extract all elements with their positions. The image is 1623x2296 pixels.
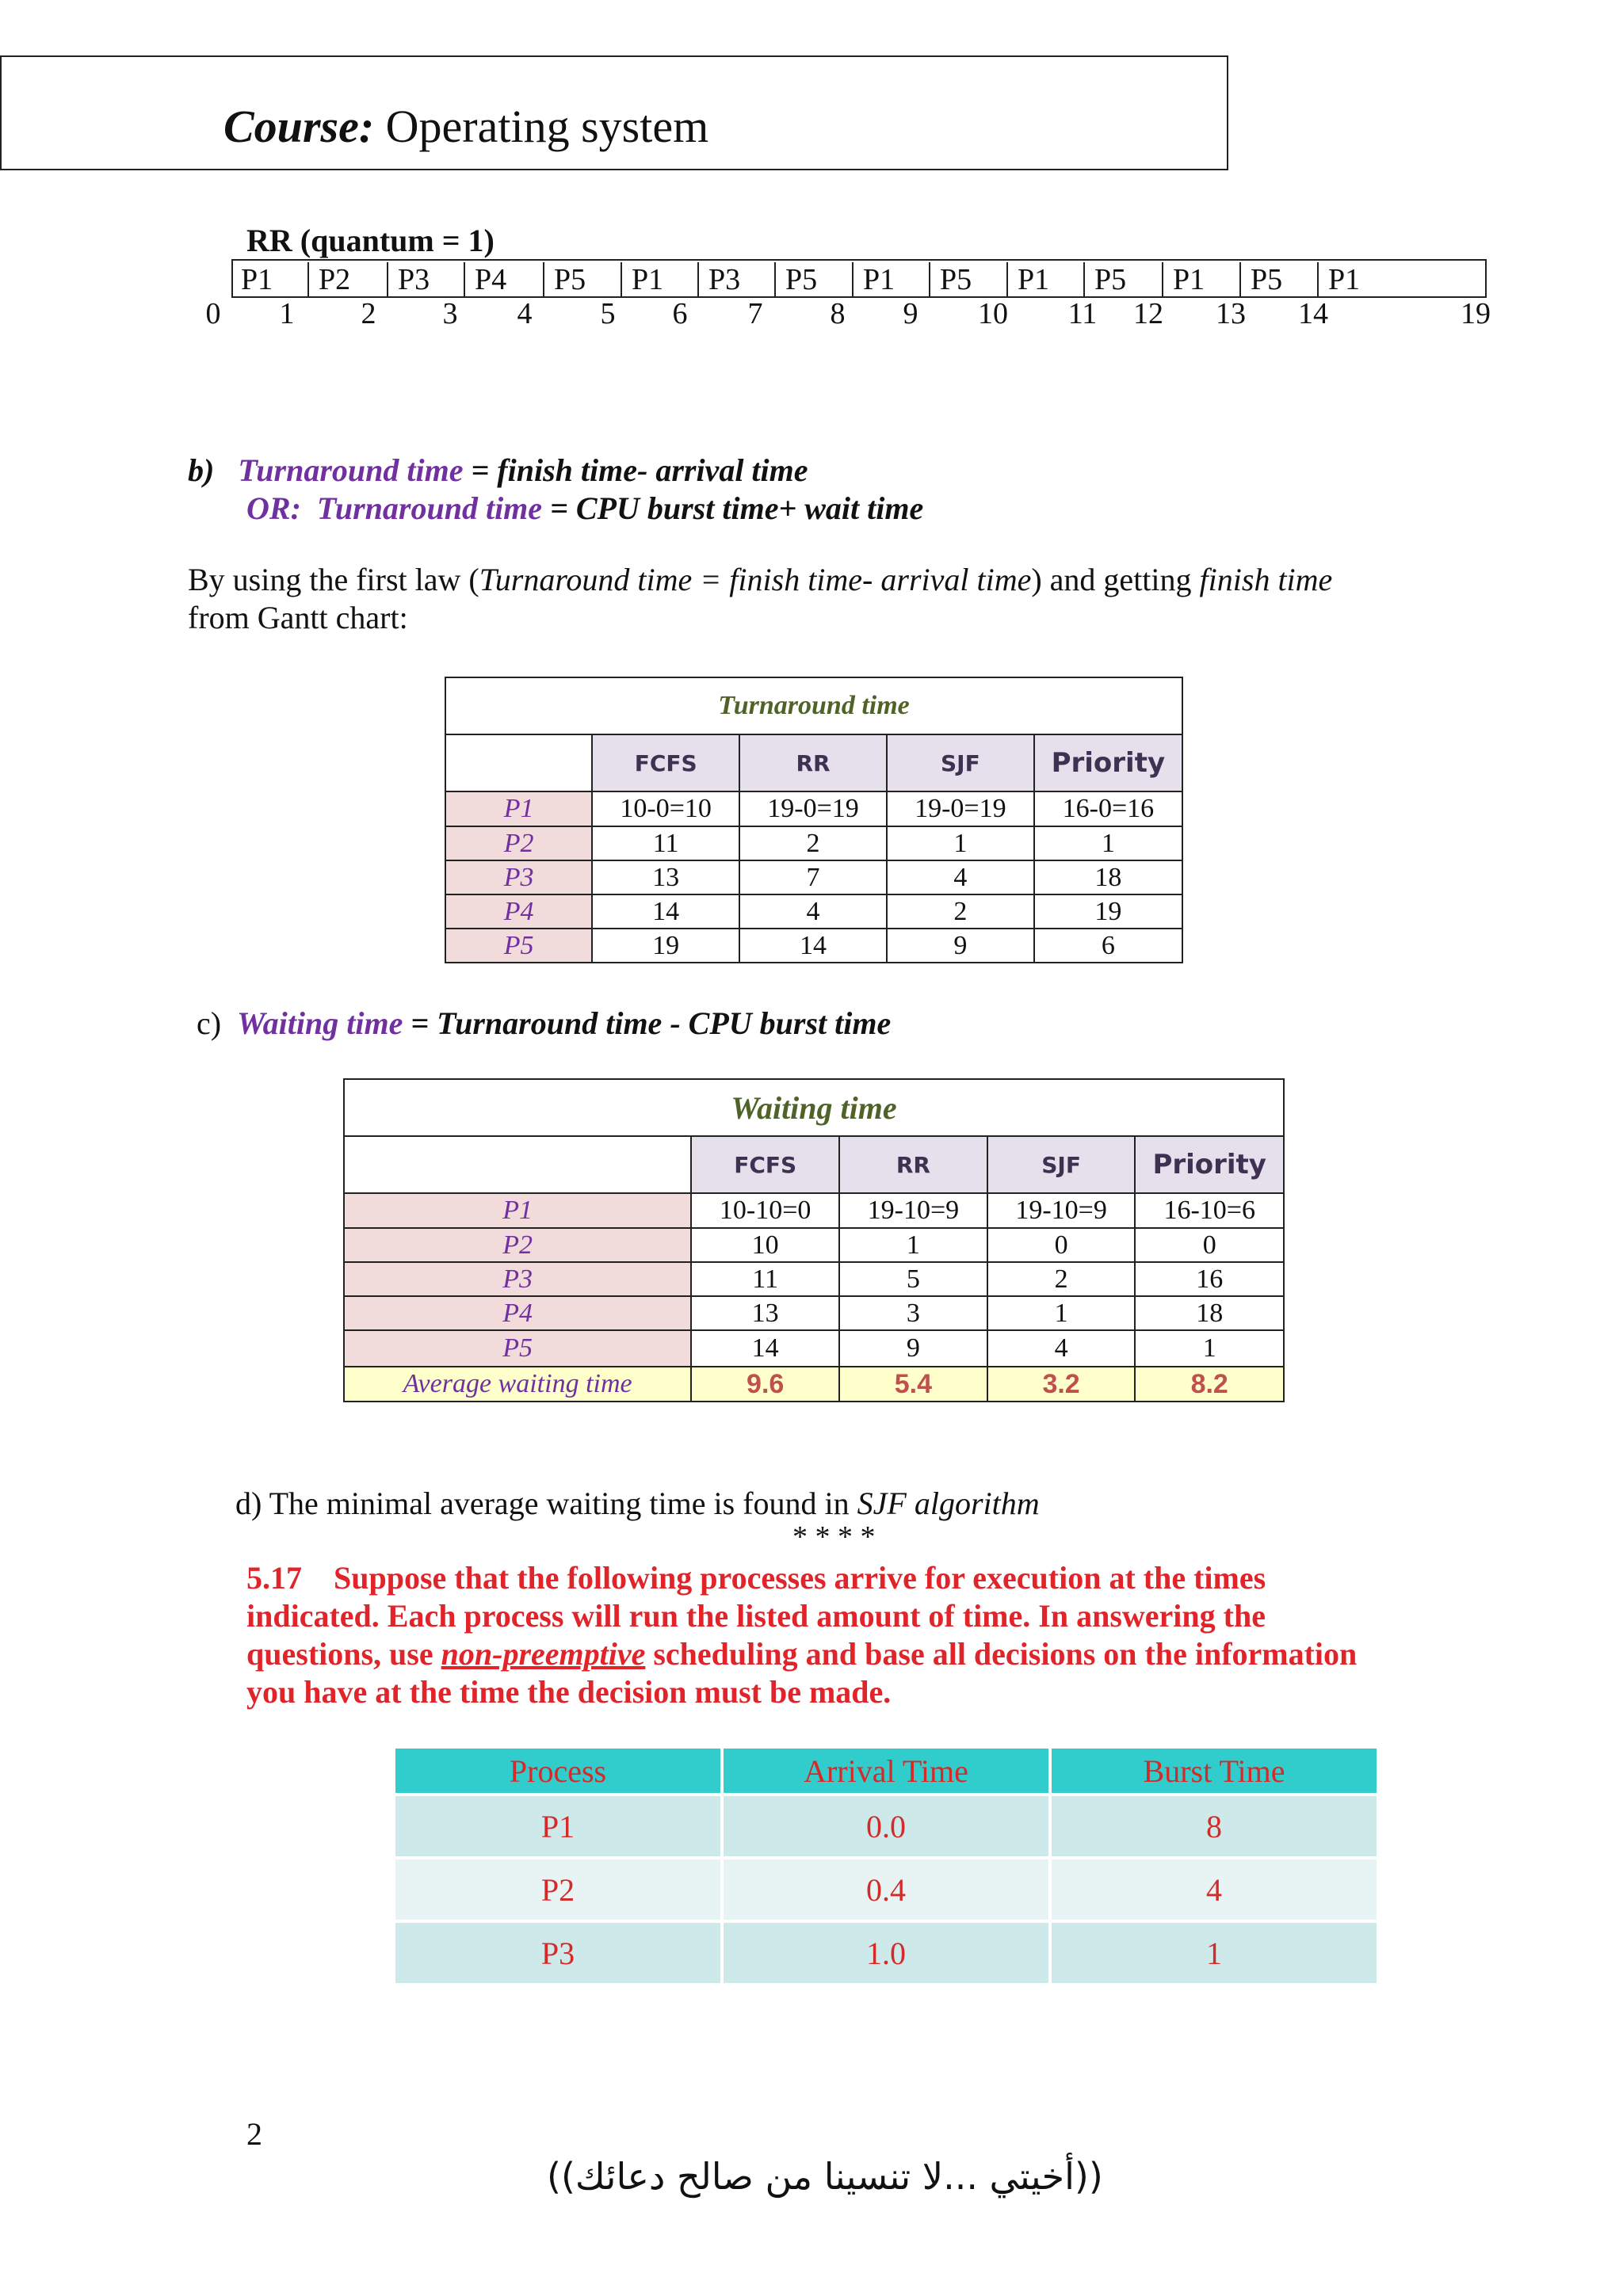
gantt-cell: P3: [697, 262, 774, 297]
row-label: P3: [445, 860, 592, 894]
table-cell: 0: [987, 1228, 1136, 1262]
table-cell: 10-0=10: [592, 791, 739, 826]
col-header: RR: [739, 734, 887, 791]
table-cell: 14: [739, 929, 887, 963]
table-row: [395, 1859, 1377, 1920]
table-cell: 16-0=16: [1034, 791, 1182, 826]
row-label: P2: [445, 826, 592, 860]
corner-cell: [445, 734, 592, 791]
or-label: OR:: [246, 490, 301, 526]
table-cell: 7: [739, 860, 887, 894]
section-b-letter: b): [188, 452, 215, 488]
gantt-time-label: 14: [1298, 297, 1328, 330]
row-label: P2: [344, 1228, 691, 1262]
gantt-time-label: 4: [517, 297, 533, 330]
section-c-letter: c): [197, 1005, 222, 1041]
table-row: [445, 860, 1182, 894]
course-label: Course:: [223, 101, 375, 152]
table-cell: 11: [691, 1262, 839, 1296]
explanation-paragraph: [188, 561, 1424, 637]
table-cell: 14: [691, 1330, 839, 1367]
gantt-cell: P1: [621, 262, 697, 297]
gantt-time-label: 3: [442, 297, 458, 330]
corner-cell: [344, 1136, 691, 1193]
row-label: P3: [344, 1262, 691, 1296]
table-row: [395, 1796, 1377, 1856]
gantt-time-label: 1: [279, 297, 295, 330]
table-cell: 5: [839, 1262, 987, 1296]
average-value: 9.6: [691, 1367, 839, 1402]
question-5-17: [246, 1559, 1396, 1711]
table-cell: 3: [839, 1296, 987, 1330]
table-cell: 10: [691, 1228, 839, 1262]
waiting-caption: Waiting time: [344, 1079, 1284, 1136]
section-d-emph: SJF algorithm: [857, 1486, 1040, 1521]
section-d-text: d) The minimal average waiting time is found in: [235, 1486, 857, 1521]
table-row: [445, 791, 1182, 826]
table-cell: 13: [691, 1296, 839, 1330]
turnaround-table: [445, 677, 1183, 963]
table-cell: P2: [395, 1859, 720, 1920]
turnaround-caption: Turnaround time: [445, 677, 1182, 734]
gantt-cell: P1: [1006, 262, 1083, 297]
table-cell: 19-10=9: [987, 1193, 1136, 1228]
average-label: Average waiting time: [344, 1367, 691, 1402]
question-emph: non-preemptive: [441, 1636, 646, 1672]
gantt-cell: P5: [774, 262, 852, 297]
col-header: FCFS: [592, 734, 739, 791]
table-cell: 1: [887, 826, 1034, 860]
table-row: [445, 826, 1182, 860]
waiting-formula: = Turnaround time - CPU burst time: [403, 1005, 892, 1041]
table-row: [344, 1228, 1284, 1262]
turnaround-formula-1: = finish time- arrival time: [463, 452, 808, 488]
table-cell: 19-10=9: [839, 1193, 987, 1228]
waiting-table: [343, 1078, 1285, 1402]
gantt-time-label: 5: [600, 297, 616, 330]
table-cell: 2: [987, 1262, 1136, 1296]
col-header: Priority: [1135, 1136, 1284, 1193]
col-header: RR: [839, 1136, 987, 1193]
table-cell: 14: [592, 894, 739, 929]
table-cell: 10-10=0: [691, 1193, 839, 1228]
table-row: [344, 1262, 1284, 1296]
table-cell: 9: [887, 929, 1034, 963]
gantt-time-label: 7: [747, 297, 763, 330]
table-cell: 4: [987, 1330, 1136, 1367]
table-cell: P1: [395, 1796, 720, 1856]
table-cell: 9: [839, 1330, 987, 1367]
gantt-time-label: 9: [903, 297, 918, 330]
gantt-cell: P2: [307, 262, 387, 297]
section-c: [197, 1005, 891, 1042]
average-row: [344, 1367, 1284, 1402]
waiting-term: Waiting time: [237, 1005, 403, 1041]
gantt-time-label: 2: [361, 297, 376, 330]
col-header: SJF: [887, 734, 1034, 791]
table-row: [395, 1923, 1377, 1983]
course-title: [223, 100, 708, 153]
gantt-title: RR (quantum = 1): [246, 223, 495, 258]
gantt-cell: P1: [1162, 262, 1239, 297]
average-value: 3.2: [987, 1367, 1136, 1402]
footer-dua: ((أخيتي ...لا تنسينا من صالح دعائك)): [547, 2155, 1103, 2198]
table-cell: 0: [1135, 1228, 1284, 1262]
gantt-time-label: 6: [672, 297, 688, 330]
gantt-time-label: 13: [1216, 297, 1246, 330]
table-cell: P3: [395, 1923, 720, 1983]
gantt-cell: P1: [241, 263, 273, 296]
col-header: Burst Time: [1052, 1749, 1377, 1793]
table-cell: 18: [1135, 1296, 1284, 1330]
page-number: 2: [246, 2116, 262, 2152]
row-label: P1: [445, 791, 592, 826]
row-label: P1: [344, 1193, 691, 1228]
table-cell: 4: [739, 894, 887, 929]
table-cell: 16: [1135, 1262, 1284, 1296]
col-header: Process: [395, 1749, 720, 1793]
gantt-cell: P3: [387, 262, 464, 297]
gantt-cell: P1: [1317, 262, 1395, 297]
table-row: [445, 929, 1182, 963]
table-row: [445, 894, 1182, 929]
gantt-cell: P5: [543, 262, 621, 297]
table-cell: 19-0=19: [739, 791, 887, 826]
col-header: Priority: [1034, 734, 1182, 791]
para-part: from Gantt chart:: [188, 600, 408, 635]
table-cell: 4: [887, 860, 1034, 894]
table-cell: 1.0: [724, 1923, 1048, 1983]
table-row: [344, 1193, 1284, 1228]
col-header: FCFS: [691, 1136, 839, 1193]
table-cell: 1: [1034, 826, 1182, 860]
para-part: ) and getting: [1031, 562, 1200, 597]
gantt-time-label: 10: [978, 297, 1008, 330]
gantt-time-label: 12: [1133, 297, 1163, 330]
gantt-time-label: 0: [205, 297, 221, 330]
gantt-cell: P5: [1239, 262, 1317, 297]
para-finish-time: finish time: [1199, 562, 1333, 597]
table-cell: 1: [1052, 1923, 1377, 1983]
table-cell: 19: [592, 929, 739, 963]
gantt-time-label: 19: [1461, 297, 1491, 330]
gantt-time-label: 8: [830, 297, 846, 330]
process-table: [392, 1745, 1380, 1986]
row-label: P5: [445, 929, 592, 963]
table-row: [344, 1330, 1284, 1367]
gantt-time-label: 11: [1067, 297, 1098, 330]
average-value: 5.4: [839, 1367, 987, 1402]
table-cell: 0.4: [724, 1859, 1048, 1920]
table-cell: 0.0: [724, 1796, 1048, 1856]
table-cell: 1: [839, 1228, 987, 1262]
gantt-cell: P5: [1083, 262, 1162, 297]
table-header-row: [395, 1749, 1377, 1793]
col-header: Arrival Time: [724, 1749, 1048, 1793]
table-cell: 6: [1034, 929, 1182, 963]
course-name: Operating system: [385, 101, 709, 152]
question-text: Suppose that the following processes arrive for execution at the times indicated. Each process will run the listed amount of time. In answering the questions, use: [246, 1560, 1266, 1672]
row-label: P4: [344, 1296, 691, 1330]
col-header: SJF: [987, 1136, 1136, 1193]
table-cell: 18: [1034, 860, 1182, 894]
table-cell: 8: [1052, 1796, 1377, 1856]
table-cell: 1: [987, 1296, 1136, 1330]
table-cell: 16-10=6: [1135, 1193, 1284, 1228]
table-cell: 4: [1052, 1859, 1377, 1920]
turnaround-term-2: Turnaround time: [316, 490, 543, 526]
table-cell: 13: [592, 860, 739, 894]
para-formula: Turnaround time = finish time- arrival time: [479, 562, 1032, 597]
gantt-cell: P4: [464, 262, 543, 297]
table-cell: 19-0=19: [887, 791, 1034, 826]
average-value: 8.2: [1135, 1367, 1284, 1402]
table-row: [344, 1296, 1284, 1330]
table-cell: 2: [739, 826, 887, 860]
question-text-2: scheduling and base all decisions on the information you have at the time the decision must be made.: [246, 1636, 1358, 1710]
para-part: By using the first law (: [188, 562, 479, 597]
table-cell: 11: [592, 826, 739, 860]
row-label: P5: [344, 1330, 691, 1367]
table-cell: 1: [1135, 1330, 1284, 1367]
section-d: [235, 1485, 1040, 1522]
section-b-line1: [188, 452, 808, 489]
turnaround-term: Turnaround time: [238, 452, 464, 488]
section-b-line2: [246, 490, 923, 527]
table-cell: 2: [887, 894, 1034, 929]
gantt-cell: P5: [929, 262, 1006, 297]
row-label: P4: [445, 894, 592, 929]
gantt-cell: P1: [852, 262, 929, 297]
separator-stars: * * * *: [792, 1520, 876, 1554]
turnaround-formula-2: = CPU burst time+ wait time: [542, 490, 924, 526]
table-cell: 19: [1034, 894, 1182, 929]
question-number: 5.17: [246, 1560, 302, 1596]
